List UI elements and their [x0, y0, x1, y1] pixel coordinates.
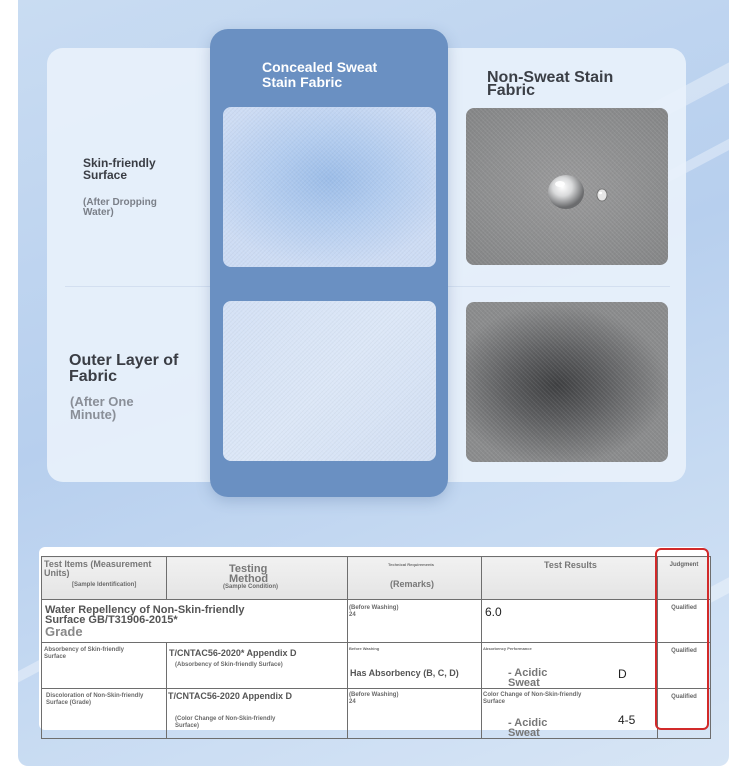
header-test-results: Test Results: [482, 557, 658, 600]
cell-result: 6.0: [482, 600, 658, 643]
cell-judgment: Qualified: [658, 600, 711, 643]
judgment-highlight-box: [655, 548, 709, 730]
table-row: [42, 600, 711, 643]
fabric-swatch-nonsweat-skin: [466, 108, 668, 265]
row-title-skin-friendly: Skin-friendly Surface: [83, 156, 156, 182]
cell-method: T/CNTAC56-2020* Appendix D (Absorbency of Skin-friendly Surface): [167, 643, 348, 689]
table-row: [42, 689, 711, 739]
column-header-concealed: Concealed Sweat Stain Fabric: [262, 59, 378, 90]
cell-result: Absorbency Performance - Acidic Sweat D: [482, 643, 658, 689]
test-report-table: [41, 556, 711, 739]
cell-result: Color Change of Non-Skin-friendly Surface - Acidic Sweat 4-5: [482, 689, 658, 739]
cell-requirement: Before Washing Has Absorbency (B, C, D): [348, 643, 482, 689]
cell-requirement: (Before Washing) 24: [348, 689, 482, 739]
cell-item: Absorbency of Skin-friendly Surface: [42, 643, 167, 689]
header-remarks: Technical Requirements (Remarks): [348, 557, 482, 600]
table-header-row: [42, 557, 711, 600]
cell-method: T/CNTAC56-2020 Appendix D (Color Change of Non-Skin-friendly Surface): [167, 689, 348, 739]
cell-judgment: Qualified: [658, 689, 711, 739]
header-testing-method: Testing Method (Sample Condition): [167, 557, 348, 600]
row-subtitle-after-dropping: (After Dropping Water): [83, 197, 157, 218]
cell-item: Water Repellency of Non-Skin-friendly Surface GB/T31906-2015* Grade: [42, 600, 348, 643]
cell-item: Discoloration of Non-Skin-friendly Surface (Grade): [42, 689, 167, 739]
column-header-non-sweat: Non-Sweat Stain Fabric: [487, 69, 614, 99]
fabric-swatch-concealed-outer: [223, 301, 436, 461]
table-row: [42, 643, 711, 689]
row-title-outer-layer: Outer Layer of Fabric: [69, 352, 179, 385]
cell-requirement: (Before Washing) 24: [348, 600, 482, 643]
water-droplet-small-icon: [596, 188, 608, 202]
header-test-items: Test Items (Measurement Units) [Sample Identification]: [42, 557, 167, 600]
cell-judgment: Qualified: [658, 643, 711, 689]
header-judgment: Judgment: [658, 557, 711, 600]
water-droplet-icon: [546, 170, 586, 210]
fabric-swatch-nonsweat-outer: [466, 302, 668, 462]
fabric-swatch-concealed-skin: [223, 107, 436, 267]
row-subtitle-after-minute: (After One Minute): [70, 394, 134, 422]
